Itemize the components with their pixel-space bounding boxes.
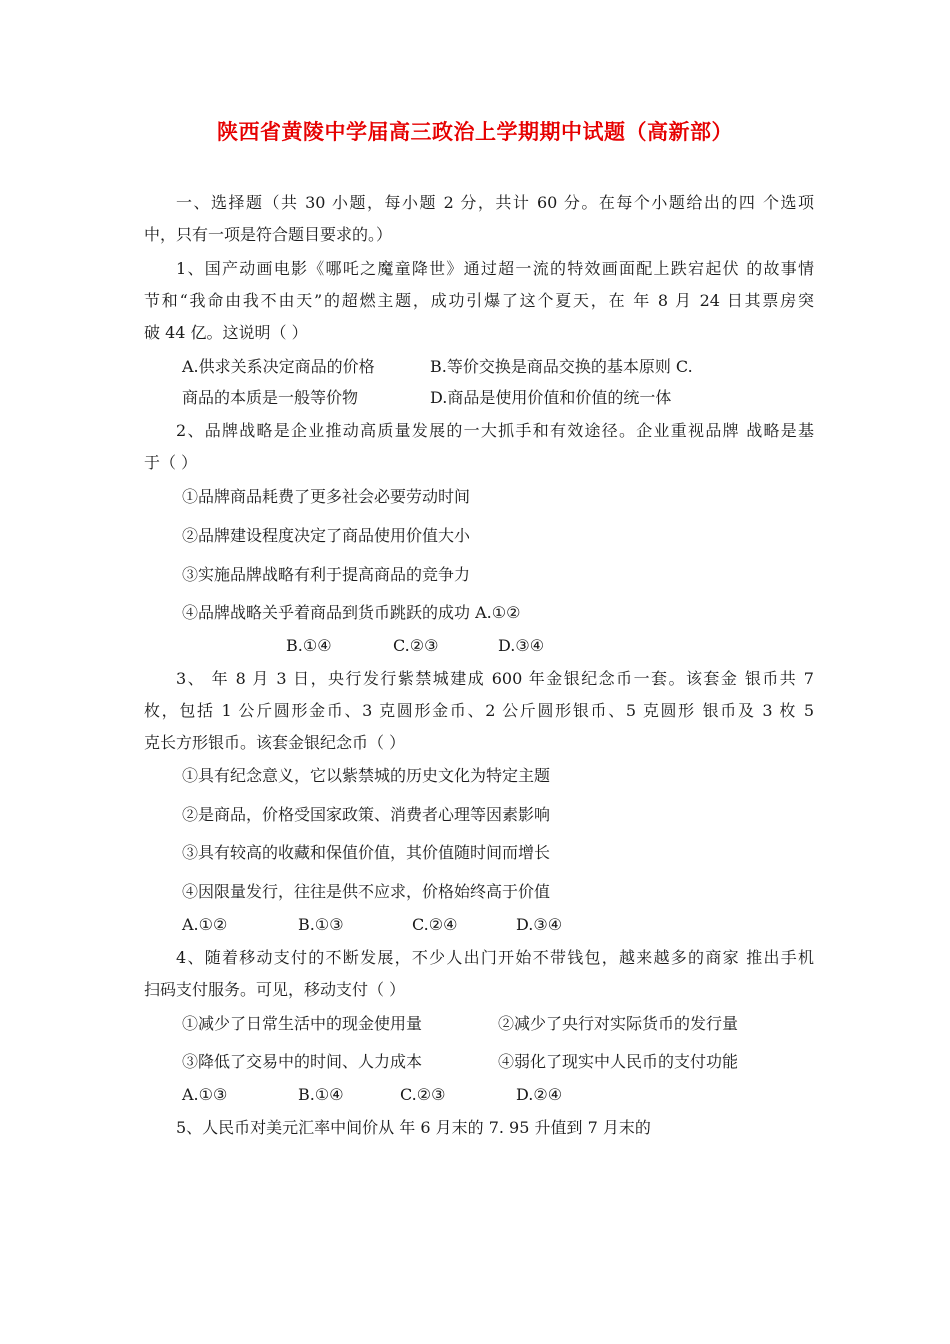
q2-stem-line1: 2、品牌战略是企业推动高质量发展的一大抓手和有效途径。企业重视品牌 战略是基 bbox=[176, 421, 814, 440]
q2-statement-3: ③实施品牌战略有利于提高商品的竞争力 bbox=[182, 565, 471, 584]
section-intro-line2: 中，只有一项是符合题目要求的。） bbox=[144, 225, 393, 244]
q1-option-c: 商品的本质是一般等价物 bbox=[182, 388, 359, 407]
q4-statement-4: ④弱化了现实中人民币的支付功能 bbox=[498, 1052, 739, 1071]
q3-stem-line3: 克长方形银币。该套金银纪念币（ ） bbox=[144, 733, 406, 752]
q3-option-c: C.②④ bbox=[412, 915, 458, 934]
q4-option-a: A.①③ bbox=[182, 1085, 228, 1104]
q3-option-d: D.③④ bbox=[516, 915, 563, 934]
q4-option-d: D.②④ bbox=[516, 1085, 563, 1104]
q3-statement-1: ①具有纪念意义，它以紫禁城的历史文化为特定主题 bbox=[182, 766, 551, 785]
document-title: 陕西省黄陵中学届高三政治上学期期中试题（高新部） bbox=[217, 120, 733, 144]
q1-option-d: D.商品是使用价值和价值的统一体 bbox=[430, 388, 672, 407]
q4-stem-line1: 4、随着移动支付的不断发展，不少人出门开始不带钱包，越来越多的商家 推出手机 bbox=[176, 948, 814, 967]
q1-stem-line1: 1、国产动画电影《哪吒之魔童降世》通过超一流的特效画面配上跌宕起伏 的故事情 bbox=[176, 259, 814, 278]
q3-stem-line2: 枚，包括 1 公斤圆形金币、3 克圆形金币、2 公斤圆形银币、5 克圆形 银币及 3 枚 5 bbox=[144, 701, 814, 720]
q4-statement-1: ①减少了日常生活中的现金使用量 bbox=[182, 1014, 423, 1033]
q4-stem-line2: 扫码支付服务。可见，移动支付（ ） bbox=[144, 980, 406, 999]
q2-option-c: C.②③ bbox=[393, 636, 439, 655]
q4-statement-2: ②减少了央行对实际货币的发行量 bbox=[498, 1014, 739, 1033]
q3-statement-2: ②是商品，价格受国家政策、消费者心理等因素影响 bbox=[182, 805, 551, 824]
q2-statement-4: ④品牌战略关乎着商品到货币跳跃的成功 A.①② bbox=[182, 603, 521, 622]
q4-option-c: C.②③ bbox=[400, 1085, 446, 1104]
q2-statement-1: ①品牌商品耗费了更多社会必要劳动时间 bbox=[182, 487, 471, 506]
q4-option-b: B.①④ bbox=[298, 1085, 344, 1104]
q3-option-a: A.①② bbox=[182, 915, 228, 934]
q1-option-a: A.供求关系决定商品的价格 bbox=[182, 357, 375, 376]
q3-statement-4: ④因限量发行，往往是供不应求，价格始终高于价值 bbox=[182, 882, 551, 901]
q3-stem-line1: 3、 年 8 月 3 日，央行发行紫禁城建成 600 年金银纪念币一套。该套金 银币共 7 bbox=[176, 669, 814, 688]
q4-statement-3: ③降低了交易中的时间、人力成本 bbox=[182, 1052, 423, 1071]
q1-stem-line3: 破 44 亿。这说明（ ） bbox=[144, 323, 308, 342]
section-intro-line1: 一、选择题（共 30 小题，每小题 2 分，共计 60 分。在每个小题给出的四 个选项 bbox=[176, 193, 814, 212]
q2-statement-2: ②品牌建设程度决定了商品使用价值大小 bbox=[182, 526, 471, 545]
q2-option-b: B.①④ bbox=[286, 636, 332, 655]
q3-option-b: B.①③ bbox=[298, 915, 344, 934]
q2-stem-line2: 于（ ） bbox=[144, 453, 198, 472]
q2-option-d: D.③④ bbox=[498, 636, 545, 655]
q1-stem-line2: 节和“我命由我不由天”的超燃主题，成功引爆了这个夏天，在 年 8 月 24 日其票房突 bbox=[144, 291, 814, 310]
q1-option-b: B.等价交换是商品交换的基本原则 C. bbox=[430, 357, 693, 376]
q5-stem-line1: 5、人民币对美元汇率中间价从 年 6 月末的 7. 95 升值到 7 月末的 bbox=[176, 1118, 651, 1137]
q3-statement-3: ③具有较高的收藏和保值价值，其价值随时间而增长 bbox=[182, 843, 551, 862]
